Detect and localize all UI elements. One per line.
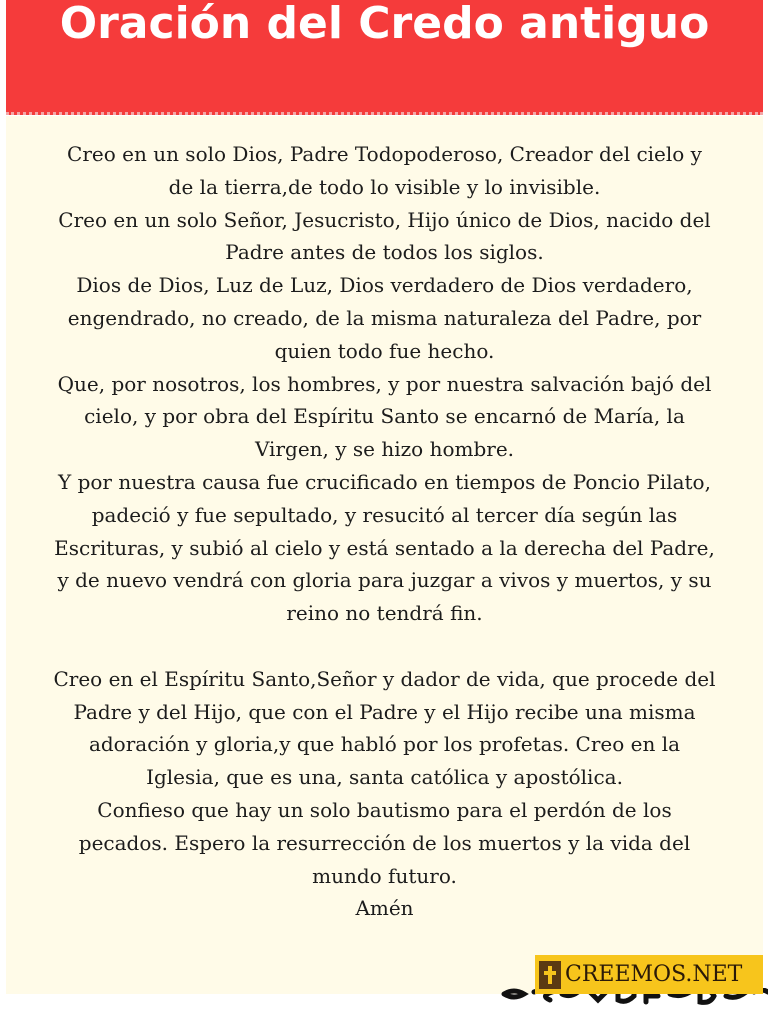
- prayer-line: Creo en el Espíritu Santo,Señor y dador de vida, que procede del: [53, 666, 716, 691]
- prayer-line: Padre y del Hijo, que con el Padre y el Hijo recibe una misma: [73, 699, 696, 724]
- prayer-line: cielo, y por obra del Espíritu Santo se encarnó de María, la: [84, 404, 685, 429]
- prayer-line: Y por nuestra causa fue crucificado en tiempos de Poncio Pilato,: [58, 469, 711, 494]
- book-cross-icon: [539, 961, 561, 989]
- prayer-line: Dios de Dios, Luz de Luz, Dios verdadero de Dios verdadero,: [76, 273, 693, 298]
- prayer-line: y de nuevo vendrá con gloria para juzgar a vivos y muertos, y su: [57, 568, 712, 593]
- prayer-line: pecados. Espero la resurrección de los muertos y la vida del: [78, 830, 691, 855]
- prayer-line: Virgen, y se hizo hombre.: [254, 437, 515, 462]
- prayer-line: mundo futuro.: [312, 863, 457, 888]
- logo-text: CREEMOS.NET: [565, 962, 743, 987]
- prayer-text: [12, 138, 757, 925]
- prayer-line: de la tierra,de todo lo visible y lo invisible.: [168, 174, 601, 199]
- prayer-line: padeció y fue sepultado, y resucitó al tercer día según las: [91, 502, 678, 527]
- prayer-line: Escrituras, y subió al cielo y está sentado a la derecha del Padre,: [54, 535, 715, 560]
- prayer-line amen: Amén: [355, 896, 414, 921]
- prayer-line: engendrado, no creado, de la misma naturaleza del Padre, por: [67, 305, 702, 330]
- prayer-line: adoración y gloria,y que habló por los profetas. Creo en la: [88, 732, 681, 757]
- title-banner: [6, 0, 763, 115]
- prayer-line: Creo en un solo Dios, Padre Todopoderoso, Creador del cielo y: [67, 142, 702, 166]
- prayer-line: Creo en un solo Señor, Jesucristo, Hijo único de Dios, nacido del: [58, 207, 711, 232]
- prayer-line: reino no tendrá fin.: [286, 601, 483, 626]
- paragraph-gap: [12, 630, 757, 663]
- prayer-line: quien todo fue hecho.: [274, 338, 495, 363]
- prayer-line: Iglesia, que es una, santa católica y apostólica.: [146, 765, 623, 790]
- prayer-line: Confieso que hay un solo bautismo para el perdón de los: [97, 797, 672, 822]
- prayer-line: Padre antes de todos los siglos.: [225, 240, 544, 265]
- prayer-line: Que, por nosotros, los hombres, y por nuestra salvación bajó del: [57, 371, 712, 396]
- page-title: Oración del Credo antiguo: [59, 0, 710, 49]
- creemos-logo: [535, 955, 763, 994]
